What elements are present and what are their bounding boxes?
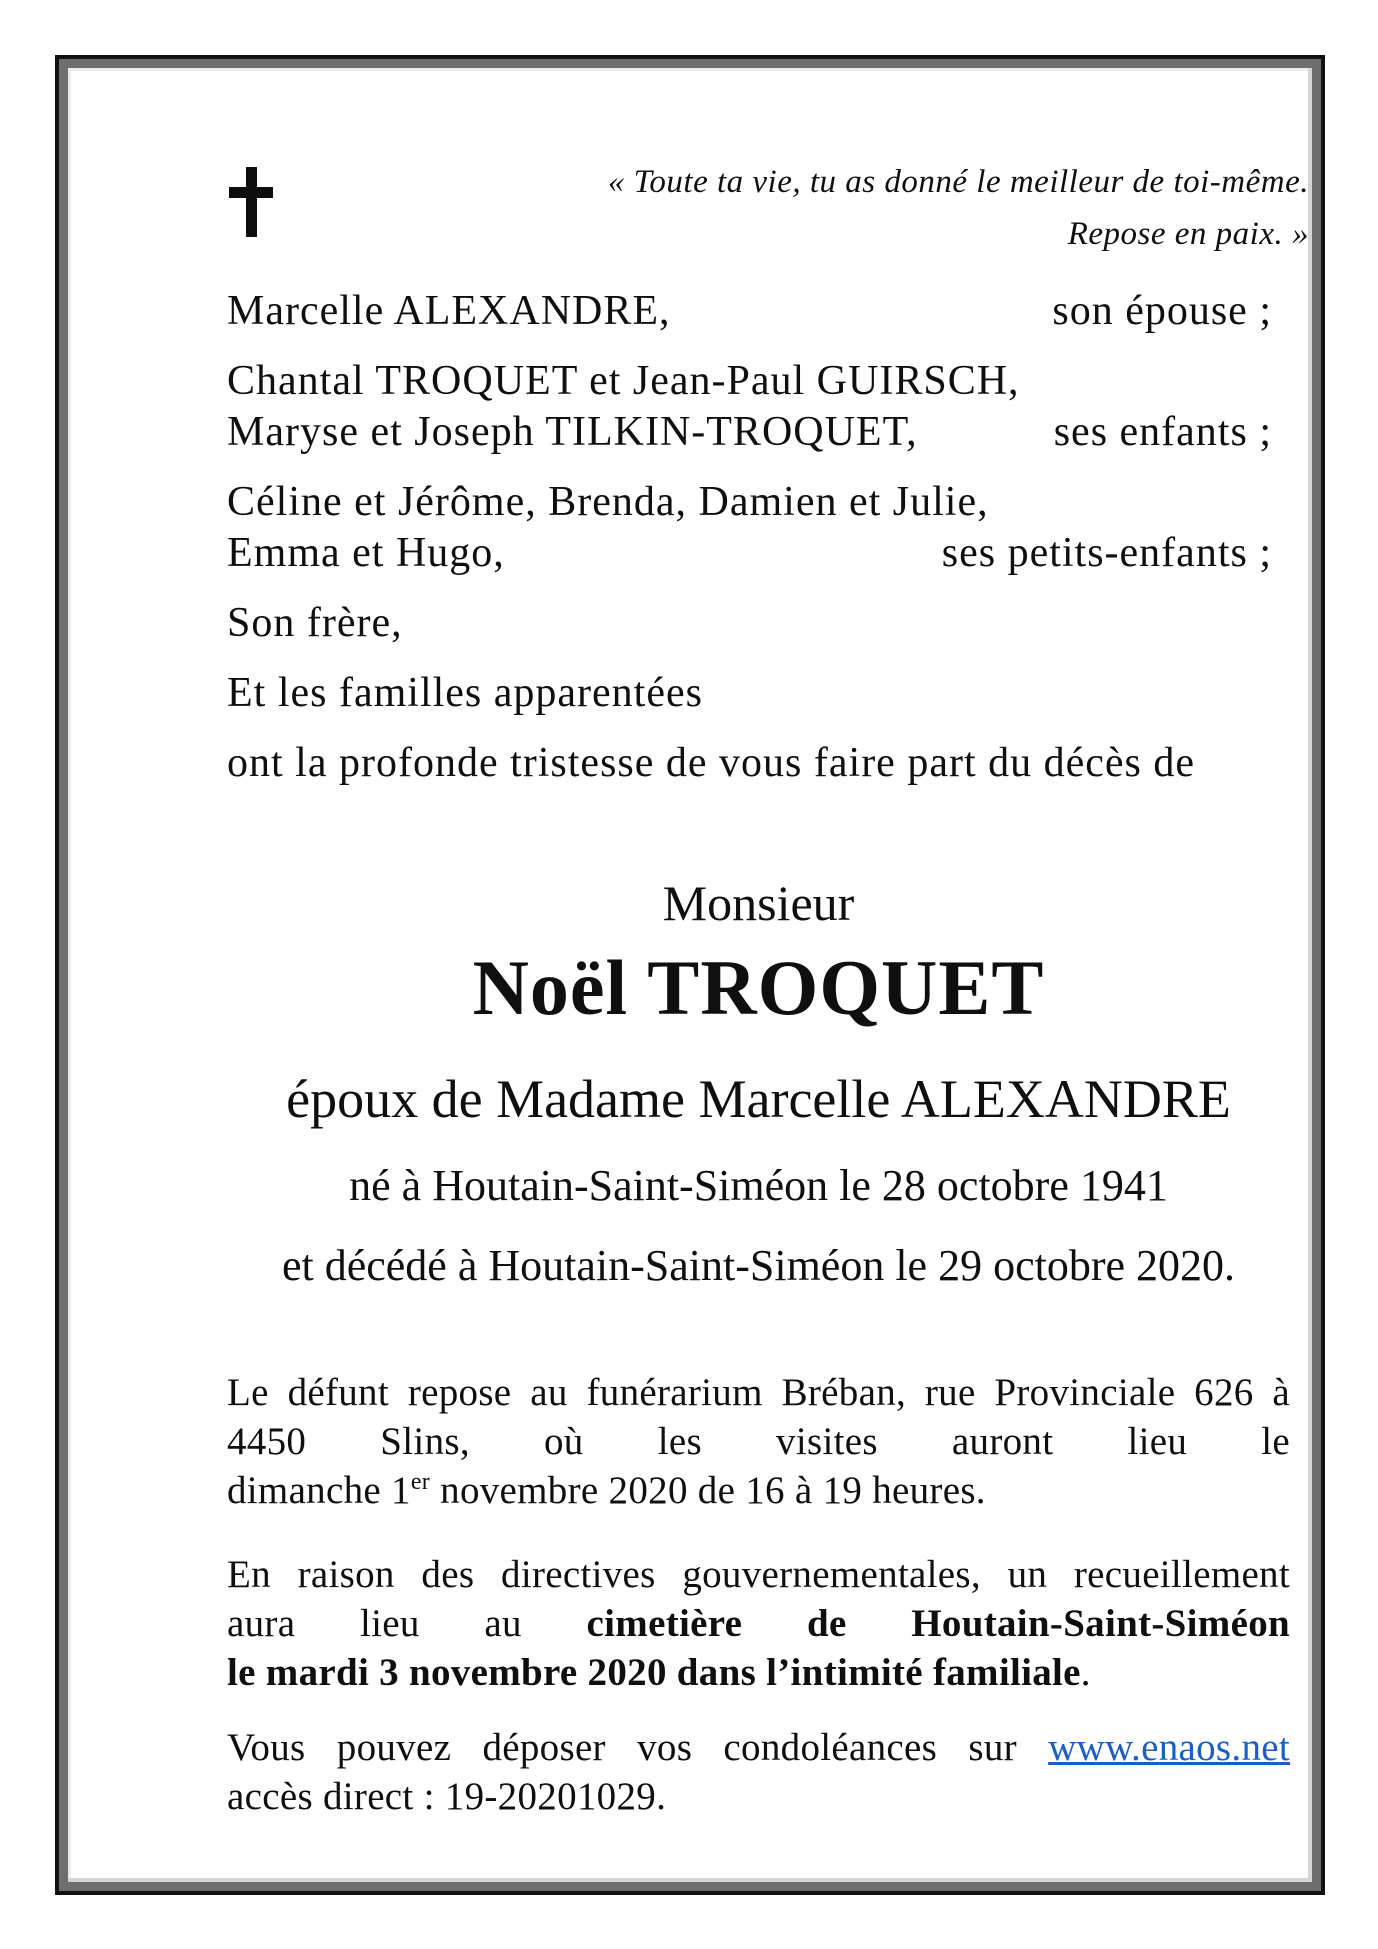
header xyxy=(227,156,1309,268)
visitation-line-3 xyxy=(227,1466,1290,1515)
family-row-children xyxy=(227,356,1290,458)
ceremony-date-bold: le mardi 3 novembre 2020 dans l’intimité familiale xyxy=(227,1651,1081,1694)
visitation-text: dimanche 1 xyxy=(227,1469,411,1512)
family-row-grandchildren xyxy=(227,477,1290,579)
access-code-text: accès direct : 19-20201029. xyxy=(227,1775,667,1818)
condolences-line-1 xyxy=(227,1723,1290,1772)
visitation-line-2 xyxy=(227,1417,1290,1466)
deceased-name: Noël TROQUET xyxy=(472,944,1045,1031)
ceremony-paragraph xyxy=(227,1550,1290,1697)
ceremony-location-bold: cimetière de Houtain-Saint-Siméon xyxy=(586,1602,1290,1645)
family-relation: ses enfants ; xyxy=(1053,409,1272,455)
family-relation: son épouse ; xyxy=(1052,288,1272,334)
visitation-text: 4450 Slins, où les visites auront lieu le xyxy=(227,1420,1290,1463)
ceremony-line-2 xyxy=(227,1599,1290,1648)
condolences-paragraph xyxy=(227,1723,1290,1821)
family-names: Maryse et Joseph TILKIN-TROQUET, xyxy=(227,409,918,455)
visitation-text: Le défunt repose au funérarium Bréban, rue Provinciale 626 à xyxy=(227,1371,1290,1414)
ceremony-line-3 xyxy=(227,1648,1290,1697)
memorial-quote-line-1: « Toute ta vie, tu as donné le meilleur de toi-même. xyxy=(607,164,1309,200)
visitation-paragraph xyxy=(227,1368,1290,1515)
obituary-content xyxy=(126,126,1372,1942)
cross-vertical-bar xyxy=(246,167,257,237)
visitation-text: novembre 2020 de 16 à 19 heures. xyxy=(430,1469,986,1512)
ceremony-line-1 xyxy=(227,1550,1290,1599)
enaos-link[interactable]: www.enaos.net xyxy=(1048,1726,1290,1769)
condolences-line-2 xyxy=(227,1772,1290,1821)
deceased-spouse-line: époux de Madame Marcelle ALEXANDRE xyxy=(286,1069,1231,1129)
latin-cross-icon xyxy=(227,167,275,237)
family-row-brother xyxy=(227,598,1290,649)
deceased-death-line: et décédé à Houtain-Saint-Siméon le 29 octobre 2020. xyxy=(281,1241,1236,1290)
family-names: Et les familles apparentées xyxy=(227,670,703,716)
ceremony-text: aura lieu au xyxy=(227,1602,587,1645)
family-row-spouse xyxy=(227,286,1290,337)
deceased-birth-line: né à Houtain-Saint-Siméon le 28 octobre 1941 xyxy=(349,1161,1168,1210)
family-relation: ses petits-enfants ; xyxy=(941,530,1272,576)
family-row-related-families xyxy=(227,668,1290,719)
family-names: Céline et Jérôme, Brenda, Damien et Julie, xyxy=(227,479,989,525)
cross-horizontal-bar xyxy=(229,187,273,198)
memorial-quote xyxy=(227,156,1309,260)
family-names: Marcelle ALEXANDRE, xyxy=(227,288,671,334)
ordinal-superscript: er xyxy=(410,1469,431,1495)
ceremony-text: . xyxy=(1080,1651,1091,1694)
announcement-line: ont la profonde tristesse de vous faire part du décès de xyxy=(227,740,1196,786)
family-names: Son frère, xyxy=(227,600,403,646)
visitation-line-1 xyxy=(227,1368,1290,1417)
decorative-frame xyxy=(55,55,1325,1895)
family-names: Emma et Hugo, xyxy=(227,530,505,576)
deceased-title: Monsieur xyxy=(662,875,855,931)
memorial-quote-line-2: Repose en paix. » xyxy=(1067,216,1309,252)
family-names: Chantal TROQUET et Jean-Paul GUIRSCH, xyxy=(227,358,1020,404)
condolences-text: Vous pouvez déposer vos condoléances sur xyxy=(227,1726,1049,1769)
ceremony-text: En raison des directives gouvernementales, un recueillement xyxy=(227,1553,1290,1596)
family-list xyxy=(227,286,1290,789)
